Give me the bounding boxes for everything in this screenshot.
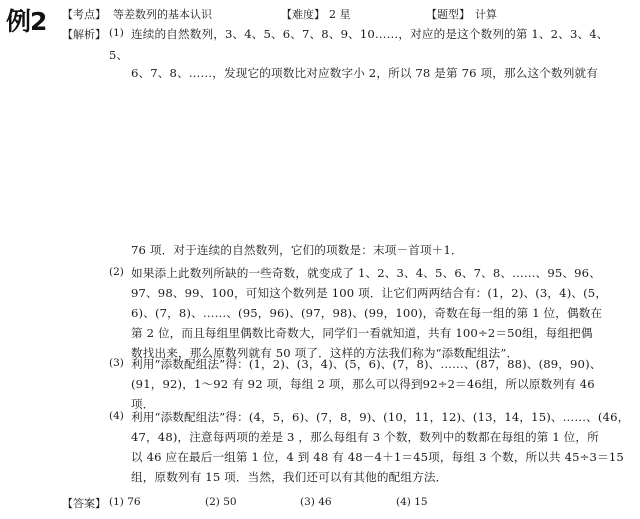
part1-line2: 5、	[109, 48, 129, 62]
tixing-value: 计算	[475, 8, 497, 21]
answer-1: (1) 76	[109, 496, 141, 508]
part4-line4: 组，原数列有 15 项．当然，我们还可以有其他的配组方法．	[131, 470, 448, 484]
part1-line4: 76 项．对于连续的自然数列，它们的项数是：末项－首项＋1．	[131, 243, 463, 257]
nandu-label: 【难度】	[281, 8, 325, 21]
part1-number: (1)	[109, 27, 124, 39]
part3-line2: (91，92)，1～92 有 92 项，每组 2 项，那么可以得到92÷2＝46组，所以原数列有 46	[131, 377, 595, 391]
part4-number: (4)	[109, 410, 124, 422]
tixing-label: 【题型】	[426, 8, 470, 21]
answer-label: 【答案】	[62, 497, 106, 510]
part1-line3: 6、7、8、……，发现它的项数比对应数字小 2，所以 78 是第 76 项，那么这个数列就有	[131, 66, 598, 80]
part3-number: (3)	[109, 357, 124, 369]
part2-line4: 第 2 位，而且每组里偶数比奇数大，同学们一看就知道，共有 100÷2＝50组，每组把偶	[131, 326, 593, 340]
answer-2: (2) 50	[205, 496, 237, 508]
part2-line2: 97、98、99、100，可知这个数列是 100 项．让它们两两结合有：(1，2)、(3，4)、(5，	[131, 286, 608, 300]
answer-4: (4) 15	[396, 496, 428, 508]
part4-line1: 利用“添数配组法”得：(4，5，6)、(7，8，9)、(10，11，12)、(13，14，15)、……、(46，	[131, 410, 630, 424]
part2-number: (2)	[109, 266, 124, 278]
part2-line3: 6)、(7，8)、……、(95，96)、(97，98)、(99，100)，奇数在每一组的第 1 位，偶数在	[131, 306, 603, 320]
part4-line3: 以 46 应在最后一组第 1 位，4 到 48 有 48－4＋1＝45项，每组 3 个数，所以共 45÷3＝15	[131, 450, 624, 464]
part2-line5: 数找出来，那么原数列就有 50 项了．这样的方法我们称为“添数配组法”．	[131, 346, 519, 360]
kaodian-value: 等差数列的基本认识	[113, 8, 212, 21]
example-title: 例2	[6, 7, 47, 36]
part3-line3: 项．	[131, 397, 155, 411]
part2-line1: 如果添上此数列所缺的一些奇数，就变成了 1、2、3、4、5、6、7、8、……、95、96、	[131, 266, 601, 280]
part1-line1: 连续的自然数列，3、4、5、6、7、8、9、10……，对应的是这个数列的第 1、2、3、4、	[131, 27, 609, 41]
nandu-value: 2 星	[329, 8, 351, 21]
part3-line1: 利用“添数配组法”得：(1，2)、(3，4)、(5，6)、(7，8)、……、(87，88)、(89，90)、	[131, 357, 602, 371]
analysis-label: 【解析】	[62, 28, 106, 41]
answer-3: (3) 46	[300, 496, 332, 508]
kaodian-label: 【考点】	[62, 8, 106, 21]
part4-line2: 47，48)，注意每两项的差是 3 ，那么每组有 3 个数，数列中的数都在每组的第 1 位，所	[131, 430, 599, 444]
